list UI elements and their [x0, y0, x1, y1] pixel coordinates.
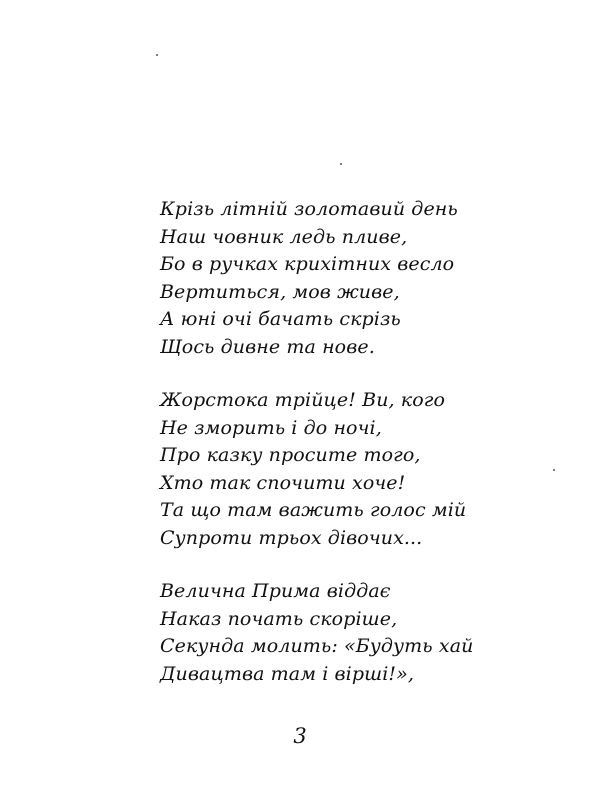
- scan-speck: [156, 54, 158, 56]
- poem: [160, 196, 580, 714]
- poem-line: А юні очі бачать скрізь: [160, 308, 401, 330]
- stanza-1: [160, 196, 580, 361]
- poem-line: Дивацтва там і вірші!»,: [160, 662, 414, 685]
- poem-line: Крізь літній золотавий день: [160, 198, 458, 220]
- poem-line: Наш човник ледь пливе,: [160, 225, 408, 248]
- poem-line: Вертиться, мов живе,: [160, 280, 400, 303]
- stanza-2: [160, 387, 580, 552]
- poem-line: Не зморить і до ночі,: [160, 416, 382, 439]
- poem-line: Щось дивне та нове.: [160, 335, 375, 358]
- poem-line: Жорстока трійце! Ви, кого: [160, 389, 446, 411]
- scan-speck: [340, 163, 342, 165]
- poem-line: Велична Прима віддає: [160, 580, 391, 602]
- stanza-3: [160, 578, 580, 688]
- poem-line: Хто так спочити хоче!: [160, 471, 406, 494]
- poem-line: Бо в ручках крихітних весло: [160, 253, 455, 275]
- poem-line: Секунда молить: «Будуть хай: [160, 635, 474, 657]
- poem-line: Наказ почать скоріше,: [160, 607, 398, 630]
- poem-line: Про казку просите того,: [160, 444, 421, 466]
- poem-line: Та що там важить голос мій: [160, 499, 467, 521]
- poem-line: Супроти трьох дівочих...: [160, 526, 423, 549]
- page-number: 3: [293, 724, 307, 748]
